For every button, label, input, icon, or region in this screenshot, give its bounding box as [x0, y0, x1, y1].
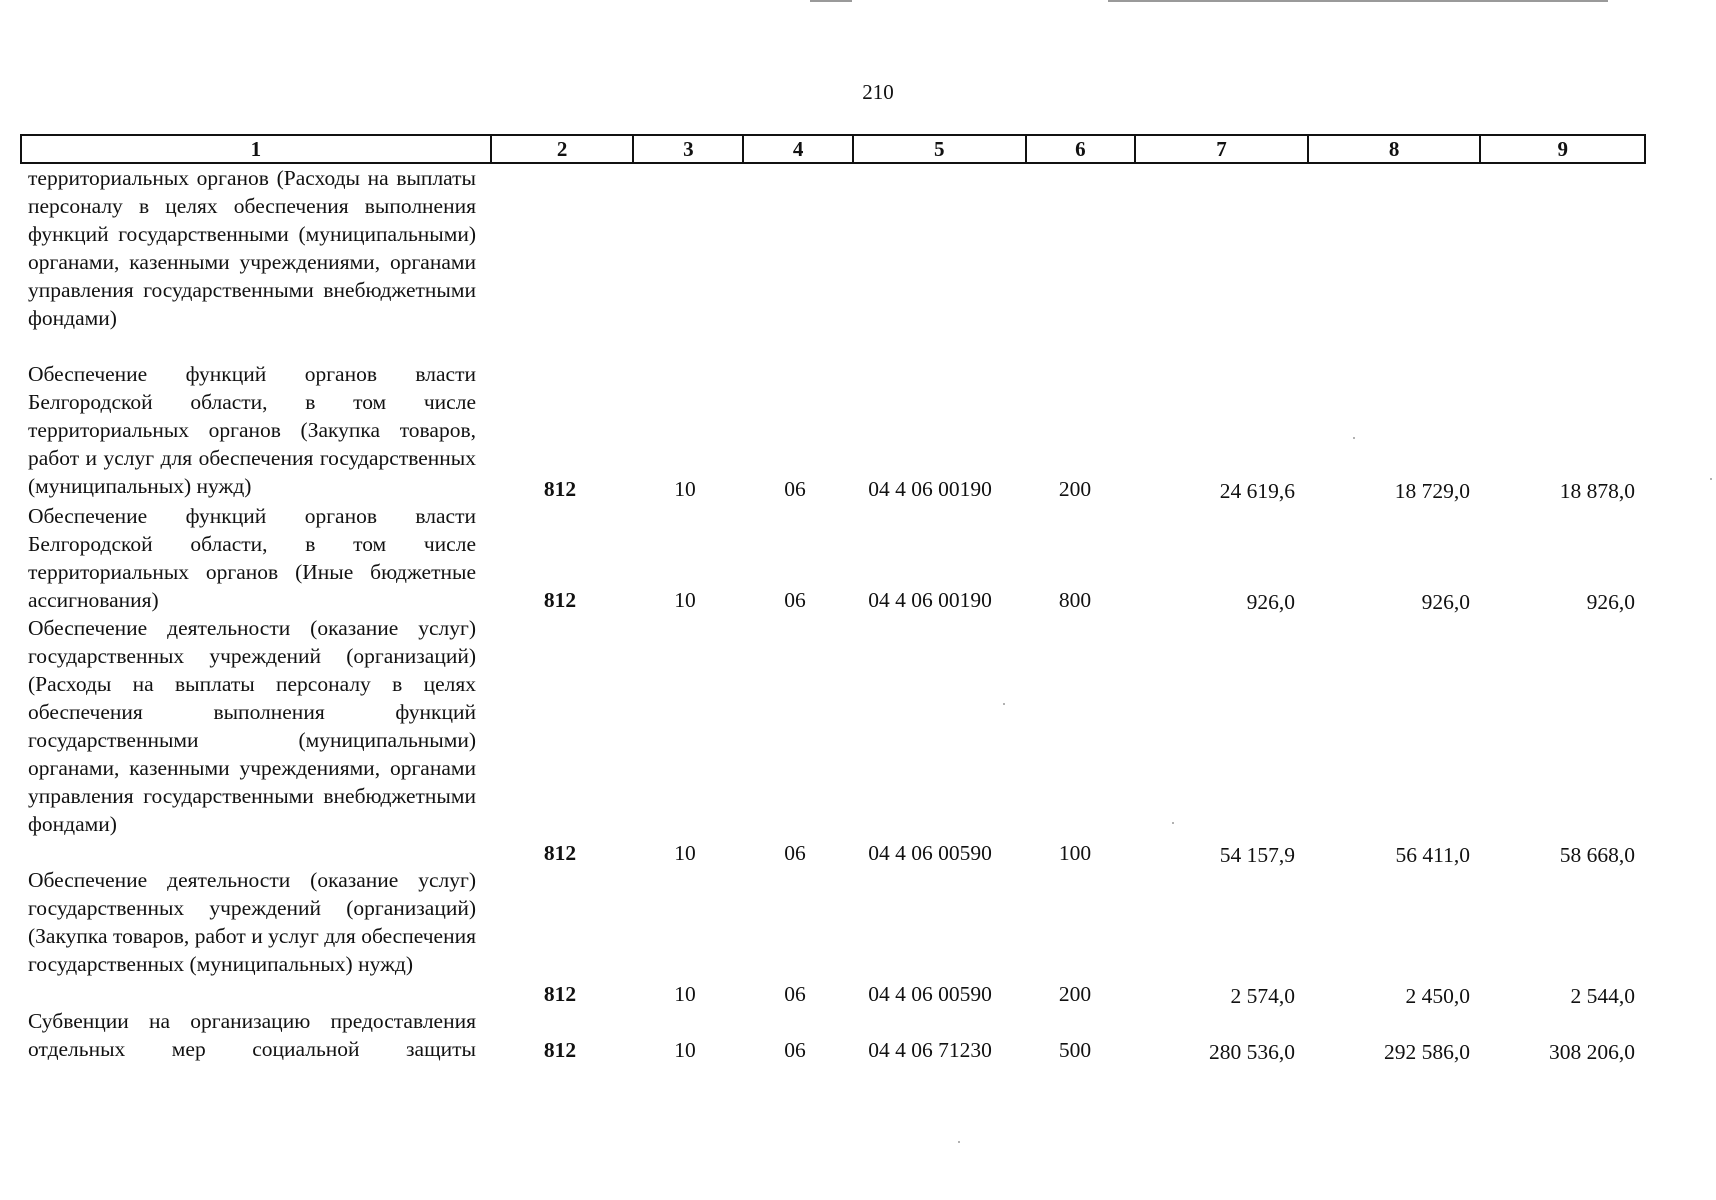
cell-razdel: 10	[674, 982, 696, 1006]
header-col-9: 9	[1479, 136, 1644, 162]
cell-podrazdel: 06	[784, 477, 806, 501]
cell-razdel: 10	[674, 477, 696, 501]
header-col-8: 8	[1307, 136, 1480, 162]
cell-ved: 812	[543, 1038, 577, 1062]
cell-podrazdel: 06	[784, 588, 806, 612]
cell-amount-year-1: 24 619,6	[1219, 479, 1295, 503]
scan-speck	[1710, 478, 1712, 480]
table-header-row	[20, 134, 1646, 164]
cell-target-article: 04 4 06 00590	[868, 841, 992, 865]
cell-amount-year-2: 56 411,0	[1395, 843, 1470, 867]
cell-target-article: 04 4 06 71230	[868, 1038, 992, 1062]
table-row-description: Обеспечение функций органов власти Белгородской области, в том числе территориальных органов (Иные бюджетные ассигнования)	[28, 504, 476, 612]
cell-amount-year-1: 280 536,0	[1209, 1040, 1295, 1064]
table-row-description: Субвенции на организацию предоставления отдельных мер социальной защиты	[28, 1009, 476, 1061]
table-row-description: Обеспечение деятельности (оказание услуг) государственных учреждений (организаций) (Закупка товаров, работ и услуг для обеспечения государственных (муниципальных) нужд)	[28, 868, 476, 976]
cell-amount-year-3: 2 544,0	[1570, 984, 1635, 1008]
header-col-3: 3	[632, 136, 742, 162]
cell-podrazdel: 06	[784, 841, 806, 865]
cell-expense-type: 100	[1058, 841, 1092, 865]
cell-amount-year-3: 58 668,0	[1559, 843, 1635, 867]
scan-line-artifact	[810, 0, 852, 2]
scan-line-artifact	[1108, 0, 1608, 2]
cell-target-article: 04 4 06 00190	[868, 588, 992, 612]
cell-podrazdel: 06	[784, 1038, 806, 1062]
header-col-4: 4	[742, 136, 852, 162]
cell-expense-type: 200	[1058, 477, 1092, 501]
header-col-5: 5	[852, 136, 1025, 162]
cell-podrazdel: 06	[784, 982, 806, 1006]
cell-razdel: 10	[674, 588, 696, 612]
header-col-7: 7	[1134, 136, 1307, 162]
cell-target-article: 04 4 06 00190	[868, 477, 992, 501]
cell-amount-year-2: 18 729,0	[1394, 479, 1470, 503]
cell-expense-type: 200	[1058, 982, 1092, 1006]
header-col-2: 2	[490, 136, 633, 162]
cell-amount-year-1: 2 574,0	[1230, 984, 1295, 1008]
cell-target-article: 04 4 06 00590	[868, 982, 992, 1006]
cell-razdel: 10	[674, 1038, 696, 1062]
cell-amount-year-1: 54 157,9	[1219, 843, 1295, 867]
cell-amount-year-3: 926,0	[1586, 590, 1635, 614]
cell-ved: 812	[543, 588, 577, 612]
scan-speck	[1353, 437, 1355, 439]
table-row-description: Обеспечение деятельности (оказание услуг) государственных учреждений (организаций) (Расходы на выплаты персоналу в целях обеспечения выполнения функций государственными (муниципальными) органами, казенными учреждениями, органами управления государственными внебюджетными фондами)	[28, 616, 476, 836]
page-number: 210	[862, 80, 894, 104]
table-row-description: территориальных органов (Расходы на выплаты персоналу в целях обеспечения выполнения функций государственными (муниципальными) органами, казенными учреждениями, органами управления государственными внебюджетными фондами)	[28, 166, 476, 330]
cell-amount-year-3: 308 206,0	[1549, 1040, 1635, 1064]
scan-speck	[958, 1141, 960, 1143]
cell-amount-year-2: 926,0	[1421, 590, 1470, 614]
cell-amount-year-1: 926,0	[1246, 590, 1295, 614]
scan-speck	[1172, 822, 1174, 824]
cell-expense-type: 800	[1058, 588, 1092, 612]
table-row-description: Обеспечение функций органов власти Белгородской области, в том числе территориальных органов (Закупка товаров, работ и услуг для обеспечения государственных (муниципальных) нужд)	[28, 362, 476, 498]
cell-amount-year-3: 18 878,0	[1559, 479, 1635, 503]
cell-expense-type: 500	[1058, 1038, 1092, 1062]
scan-speck	[1003, 703, 1005, 705]
cell-amount-year-2: 292 586,0	[1384, 1040, 1470, 1064]
header-col-6: 6	[1025, 136, 1135, 162]
cell-razdel: 10	[674, 841, 696, 865]
cell-ved: 812	[543, 841, 577, 865]
cell-ved: 812	[543, 982, 577, 1006]
cell-amount-year-2: 2 450,0	[1405, 984, 1470, 1008]
cell-ved: 812	[543, 477, 577, 501]
header-col-1: 1	[250, 137, 262, 161]
